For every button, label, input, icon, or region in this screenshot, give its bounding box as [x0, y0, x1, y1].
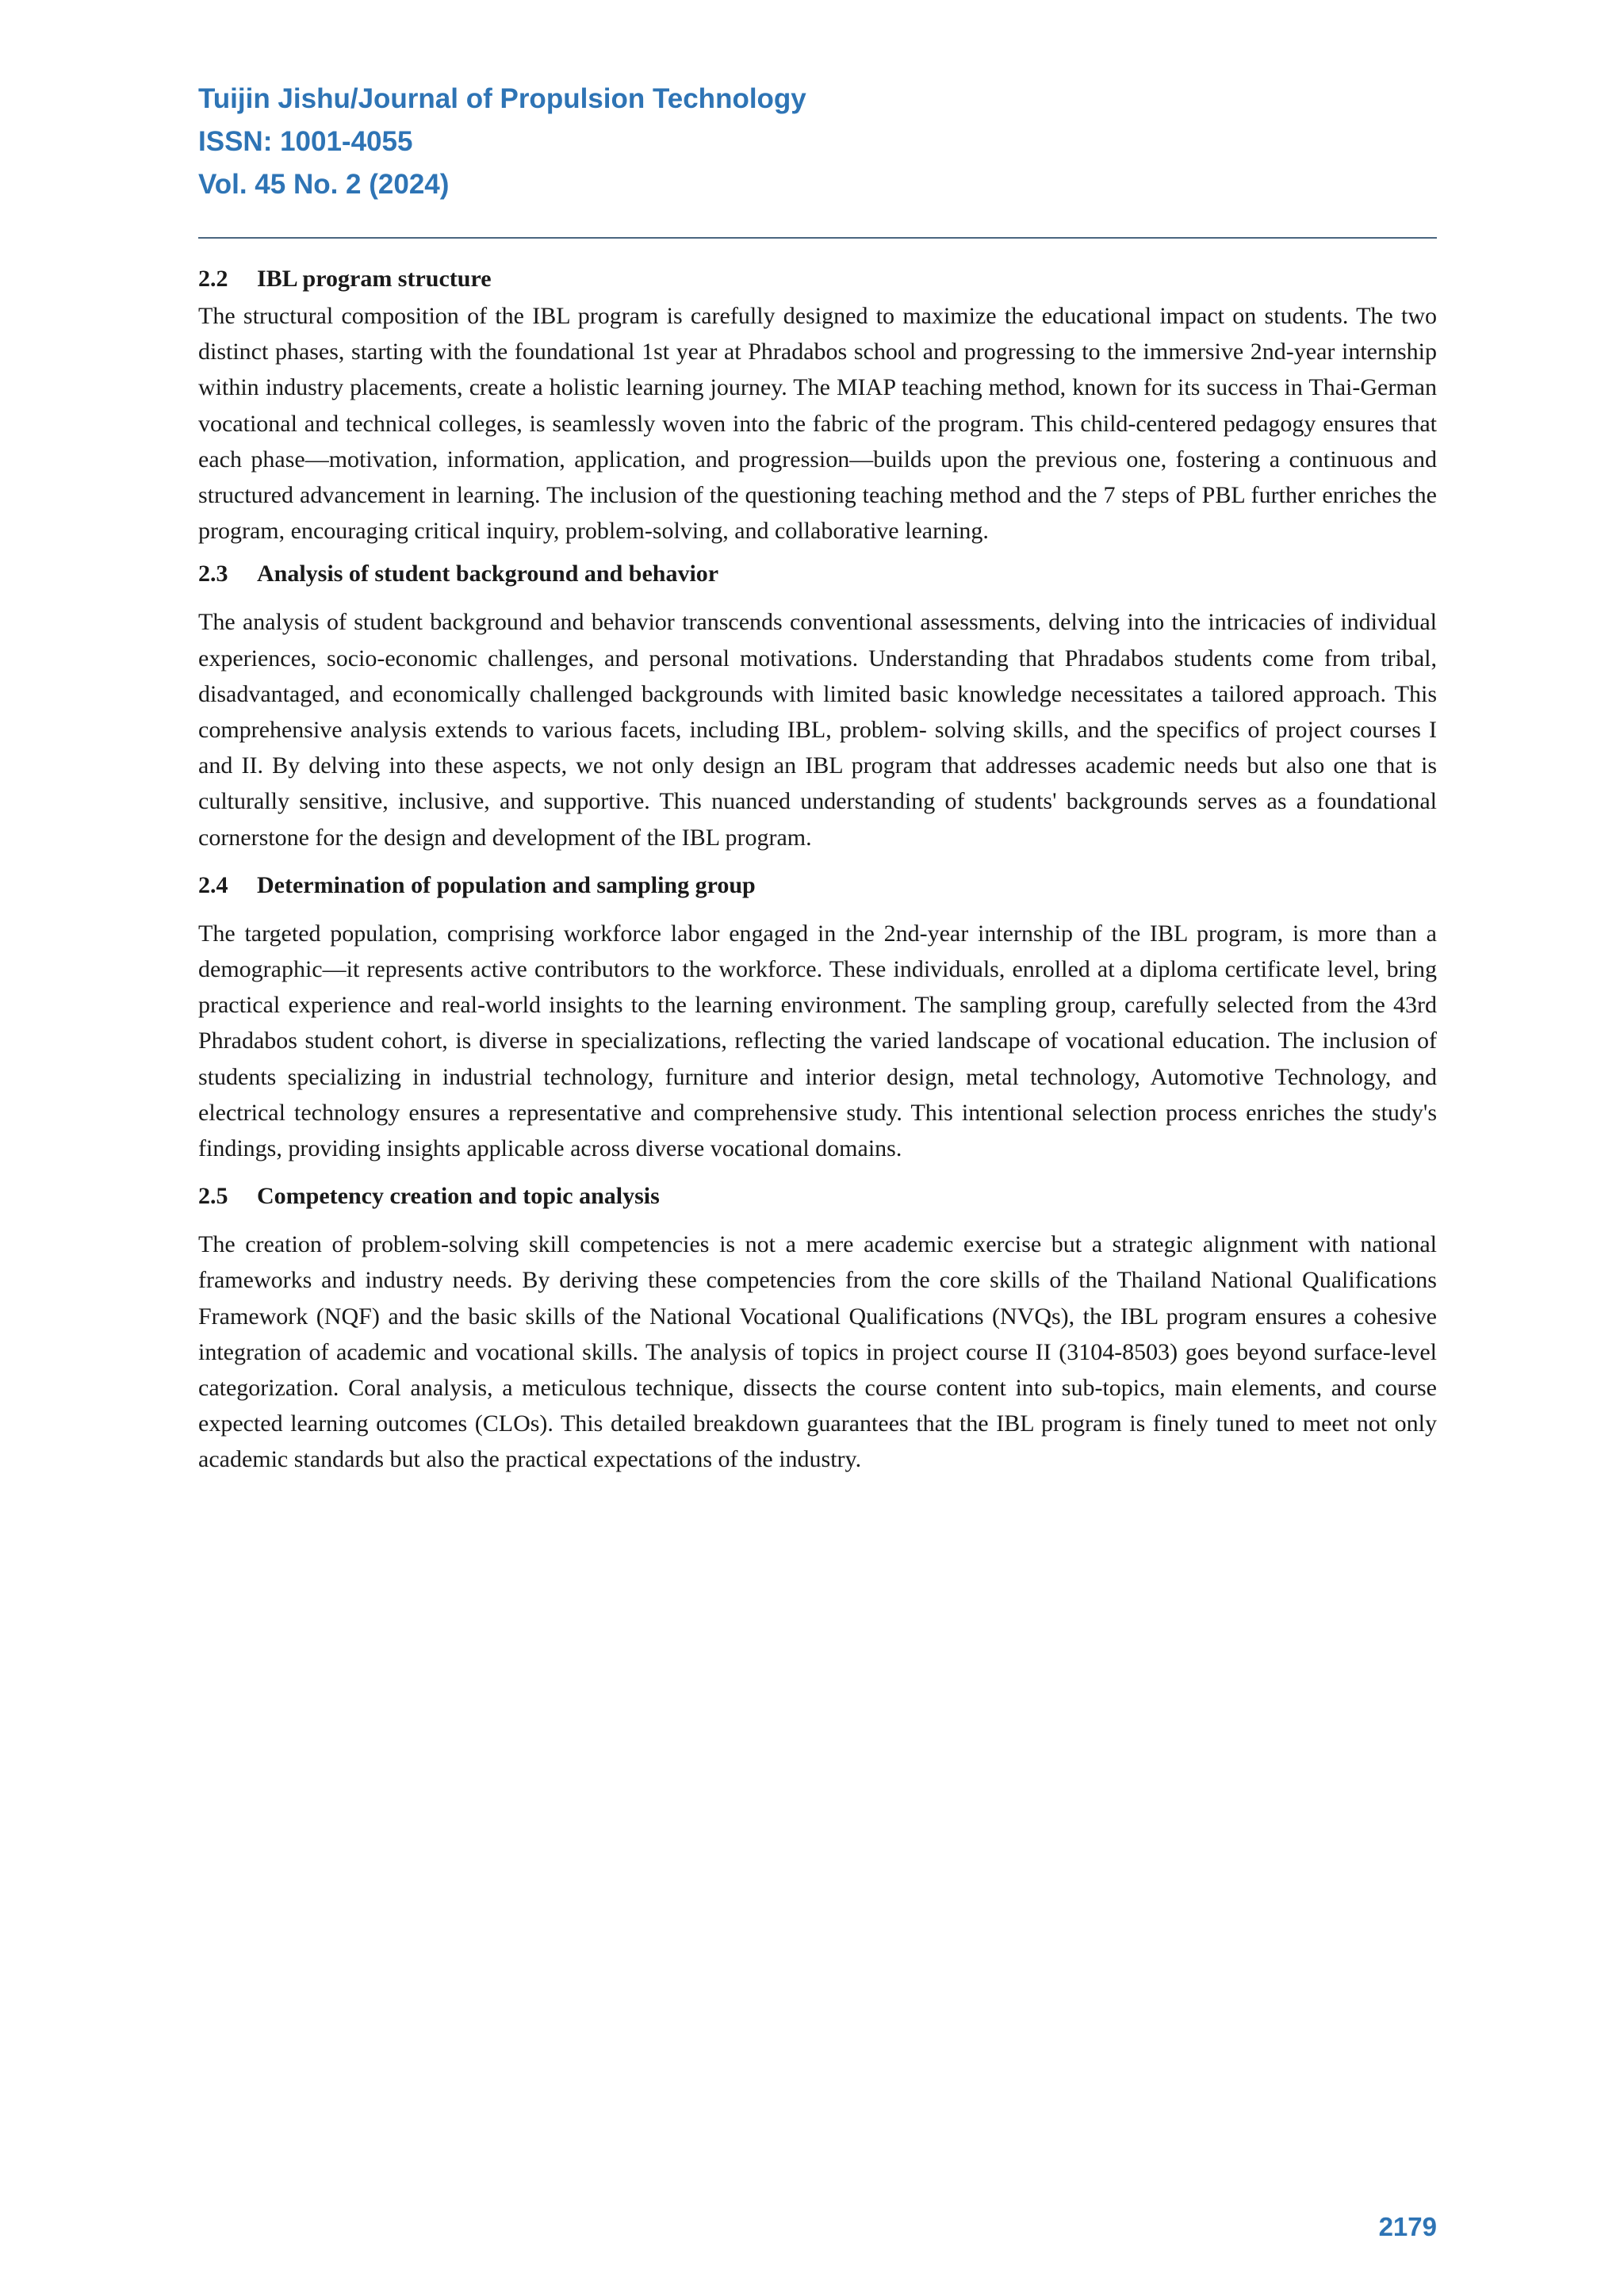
journal-title: Tuijin Jishu/Journal of Propulsion Technology — [198, 83, 806, 114]
section-number: 2.4 — [198, 871, 228, 898]
section-2-3 — [198, 558, 1437, 855]
section-2-5 — [198, 1181, 1437, 1477]
section-heading — [198, 870, 1437, 901]
section-paragraph: The targeted population, comprising workforce labor engaged in the 2nd-year internship of the IBL program, is more than a demographic—it represents active contributors to the workforce. These individuals, enrolled at a diploma certificate level, bring practical experience and real-world insights to the learning environment. The sampling group, carefully selected from the 43rd Phradabos student cohort, is diverse in specializations, reflecting the varied landscape of vocational education. The inclusion of students specializing in industrial technology, furniture and interior design, metal technology, Automotive Technology, and electrical technology ensures a representative and comprehensive study. This intentional selection process enriches the study's findings, providing insights applicable across diverse vocational domains. — [198, 920, 1437, 1162]
section-title: Determination of population and sampling group — [257, 871, 756, 898]
section-title: Analysis of student background and behavior — [257, 561, 719, 587]
section-heading — [198, 263, 1437, 295]
section-heading — [198, 558, 1437, 590]
section-title: Competency creation and topic analysis — [257, 1183, 660, 1210]
journal-volume: Vol. 45 No. 2 (2024) — [198, 169, 450, 200]
section-heading — [198, 1181, 1437, 1212]
section-number: 2.3 — [198, 561, 228, 587]
section-paragraph: The structural composition of the IBL program is carefully designed to maximize the educational impact on students. The two distinct phases, starting with the foundational 1st year at Phradabos school and progressing to the immersive 2nd-year internship within industry placements, create a holistic learning journey. The MIAP teaching method, known for its success in Thai-German vocational and technical colleges, is seamlessly woven into the fabric of the program. This child-centered pedagogy ensures that each phase—motivation, information, application, and progression—builds upon the previous one, fostering a continuous and structured advancement in learning. The inclusion of the questioning teaching method and the 7 steps of PBL further enriches the program, encouraging critical inquiry, problem-solving, and collaborative learning. — [198, 303, 1437, 545]
section-paragraph: The creation of problem-solving skill competencies is not a mere academic exercise but a strategic alignment with national frameworks and industry needs. By deriving these competencies from the core skills of the Thailand National Qualifications Framework (NQF) and the basic skills of the National Vocational Qualifications (NVQs), the IBL program ensures a cohesive integration of academic and vocational skills. The analysis of topics in project course II (3104-8503) goes beyond surface-level categorization. Coral analysis, a meticulous technique, dissects the course content into sub-topics, main elements, and course expected learning outcomes (CLOs). This detailed breakdown guarantees that the IBL program is finely tuned to meet not only academic standards but also the practical expectations of the industry. — [198, 1231, 1437, 1473]
journal-header — [198, 78, 806, 206]
section-2-2 — [198, 263, 1437, 549]
page-number: 2179 — [1378, 2212, 1437, 2241]
section-2-4 — [198, 870, 1437, 1166]
journal-issn: ISSN: 1001-4055 — [198, 126, 413, 157]
section-paragraph: The analysis of student background and behavior transcends conventional assessments, delving into the intricacies of individual experiences, socio-economic challenges, and personal motivations. Understanding that Phradabos students come from tribal, disadvantaged, and economically challenged backgrounds with limited basic knowledge necessitates a tailored approach. This comprehensive analysis extends to various facets, including IBL, problem- solving skills, and the specifics of project courses I and II. By delving into these aspects, we not only design an IBL program that addresses academic needs but also one that is culturally sensitive, inclusive, and supportive. This nuanced understanding of students' backgrounds serves as a foundational cornerstone for the design and development of the IBL program. — [198, 609, 1437, 851]
article-body — [198, 263, 1437, 1478]
section-number: 2.2 — [198, 266, 228, 292]
section-number: 2.5 — [198, 1183, 228, 1210]
section-title: IBL program structure — [257, 266, 492, 292]
header-divider — [198, 237, 1437, 239]
